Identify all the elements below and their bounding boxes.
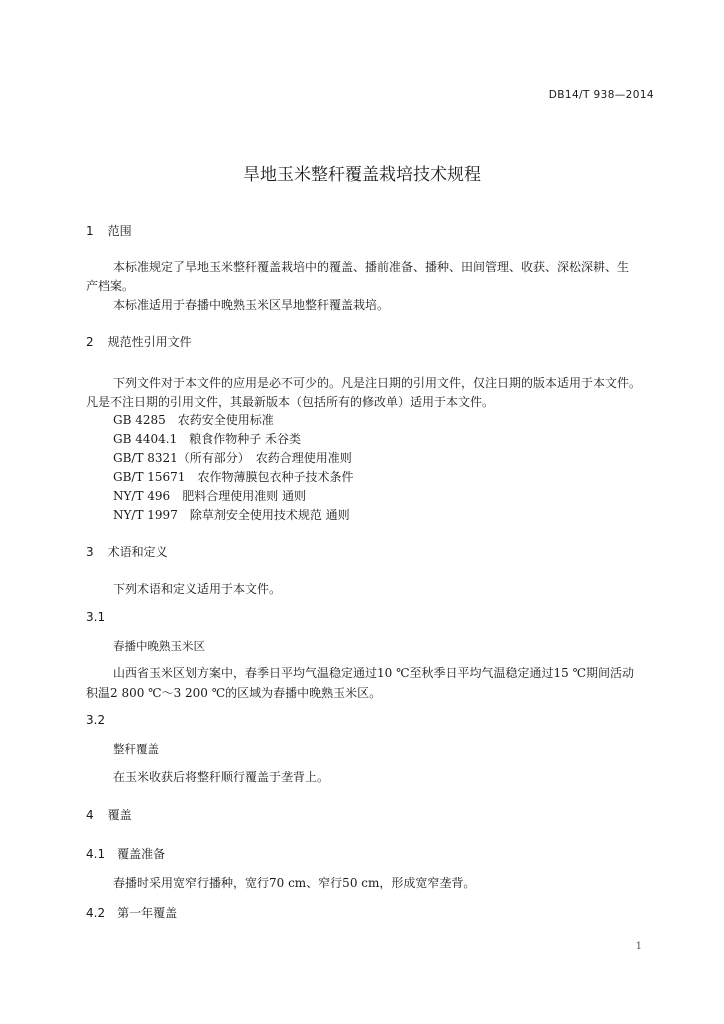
paragraph-line: 在玉米收获后将整秆顺行覆盖于垄背上。	[113, 770, 330, 784]
paragraph-line: 凡是不注日期的引用文件，其最新版本（包括所有的修改单）适用于本文件。	[86, 395, 495, 409]
reference-item: GB/T 15671 农作物薄膜包衣种子技术条件	[113, 470, 354, 484]
paragraph-line: 本标准规定了旱地玉米整秆覆盖栽培中的覆盖、播前准备、播种、田间管理、收获、深松深耕、生	[113, 260, 630, 274]
term-title: 春播中晚熟玉米区	[113, 639, 205, 653]
section-4-heading	[86, 806, 132, 823]
reference-item: GB 4404.1 粮食作物种子 禾谷类	[113, 432, 302, 446]
section-1-heading	[86, 222, 132, 239]
document-title: 旱地玉米整秆覆盖栽培技术规程	[243, 165, 481, 185]
paragraph-line: 山西省玉米区划方案中，春季日平均气温稳定通过10 ℃至秋季日平均气温稳定通过15 ℃期间活动	[113, 666, 635, 680]
paragraph-line: 积温2 800 ℃～3 200 ℃的区域为春播中晚熟玉米区。	[86, 686, 382, 700]
section-title: 术语和定义	[107, 545, 168, 559]
reference-item: GB/T 8321（所有部分） 农药合理使用准则	[113, 451, 352, 465]
section-2-heading	[86, 333, 192, 350]
page-number: 1	[635, 941, 642, 952]
paragraph-line: 下列术语和定义适用于本文件。	[113, 582, 282, 596]
section-number: 2	[86, 335, 94, 349]
section-title: 规范性引用文件	[107, 335, 192, 349]
reference-item: NY/T 496 肥料合理使用准则 通则	[113, 489, 307, 503]
paragraph-line: 春播时采用宽窄行播种，宽行70 cm、窄行50 cm，形成宽窄垄背。	[113, 876, 476, 890]
term-number: 3.2	[86, 713, 106, 727]
paragraph-line: 本标准适用于春播中晚熟玉米区旱地整秆覆盖栽培。	[113, 298, 390, 312]
reference-item: GB 4285 农药安全使用标准	[113, 413, 274, 427]
section-title: 范围	[107, 224, 132, 238]
section-number: 1	[86, 224, 94, 238]
subsection-number: 4.1	[86, 847, 106, 861]
subsection-title: 第一年覆盖	[117, 906, 178, 920]
reference-item: NY/T 1997 除草剂安全使用技术规范 通则	[113, 508, 350, 522]
subsection-title: 覆盖准备	[117, 847, 166, 861]
section-3-heading	[86, 543, 168, 560]
section-number: 3	[86, 545, 94, 559]
document-code: DB14/T 938—2014	[548, 89, 654, 101]
term-number: 3.1	[86, 610, 106, 624]
paragraph-line: 产档案。	[86, 279, 135, 293]
section-title: 覆盖	[107, 808, 132, 822]
section-number: 4	[86, 808, 94, 822]
subsection-heading	[86, 904, 177, 921]
paragraph-line: 下列文件对于本文件的应用是必不可少的。凡是注日期的引用文件，仅注日期的版本适用于本文件。	[113, 376, 642, 390]
subsection-number: 4.2	[86, 906, 106, 920]
subsection-heading	[86, 845, 165, 862]
term-title: 整秆覆盖	[113, 742, 159, 756]
